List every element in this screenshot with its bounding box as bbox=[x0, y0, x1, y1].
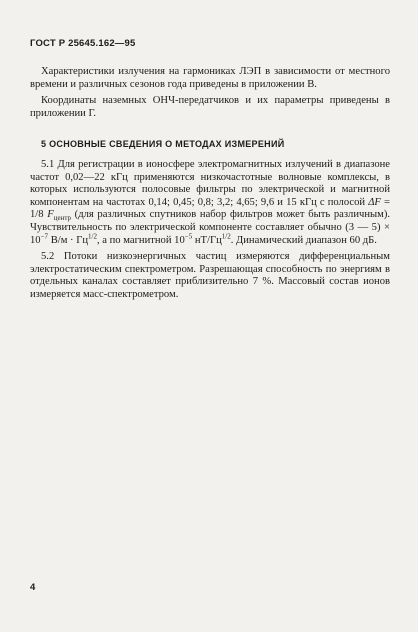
p51-part-b: (для различных спутников набор фильтров может быть различным). Чувствительность по электрической компоненте составляет обычно (3 — 5) × 10 bbox=[30, 209, 390, 246]
p51-eq: = 1/8 bbox=[30, 196, 390, 221]
paragraph-5-2: 5.2 Потоки низкоэнергичных частиц измеряются дифференциальным электростатическим спектрометром. Разрешающая способность по энергиям в отдельных каналах составляет приблизительно 7 %. Массовый состав ионов измеряется масс-спектрометром. bbox=[30, 251, 390, 300]
document-header: ГОСТ Р 25645.162—95 bbox=[30, 38, 136, 49]
delta-f-symbol: ΔF bbox=[368, 196, 381, 208]
p51-part-d: , а по магнитной 10 bbox=[96, 234, 185, 246]
p51-part-e: нТ/Гц bbox=[192, 234, 222, 246]
page-number: 4 bbox=[30, 582, 36, 593]
paragraph-transmitters: Координаты наземных ОНЧ-передатчиков и их параметры приведены в приложении Г. bbox=[30, 95, 390, 119]
exponent-3: −5 bbox=[184, 232, 193, 240]
section-title: 5 ОСНОВНЫЕ СВЕДЕНИЯ О МЕТОДАХ ИЗМЕРЕНИЙ bbox=[41, 139, 285, 150]
f-center-subscript: центр bbox=[53, 214, 71, 223]
p51-part-c: В/м · Гц bbox=[48, 234, 89, 246]
f-center-symbol: F bbox=[47, 209, 54, 221]
exponent-4: 1/2 bbox=[221, 232, 231, 240]
paragraph-harmonics: Характеристики излучения на гармониках ЛЭП в зависимости от местного времени и различных сезонов года приведены в приложении В. bbox=[30, 66, 390, 90]
page-content bbox=[30, 66, 390, 306]
paragraph-5-1 bbox=[30, 159, 390, 247]
exponent-1: −7 bbox=[40, 232, 49, 240]
p51-part-f: . Динамический диапазон 60 дБ. bbox=[230, 234, 377, 246]
exponent-2: 1/2 bbox=[88, 232, 97, 240]
p51-part-a: 5.1 Для регистрации в ионосфере электромагнитных излучений в диапазоне частот 0,02—22 кГц применяются низкочастотные волновые комплексы, в которых используются полосовые фильтры по электрической и магнитной компонентам на частотах 0,14; 0,45; 0,8; 3,2; 4,65; 9,6 и 15 кГц с полосой bbox=[30, 158, 390, 208]
